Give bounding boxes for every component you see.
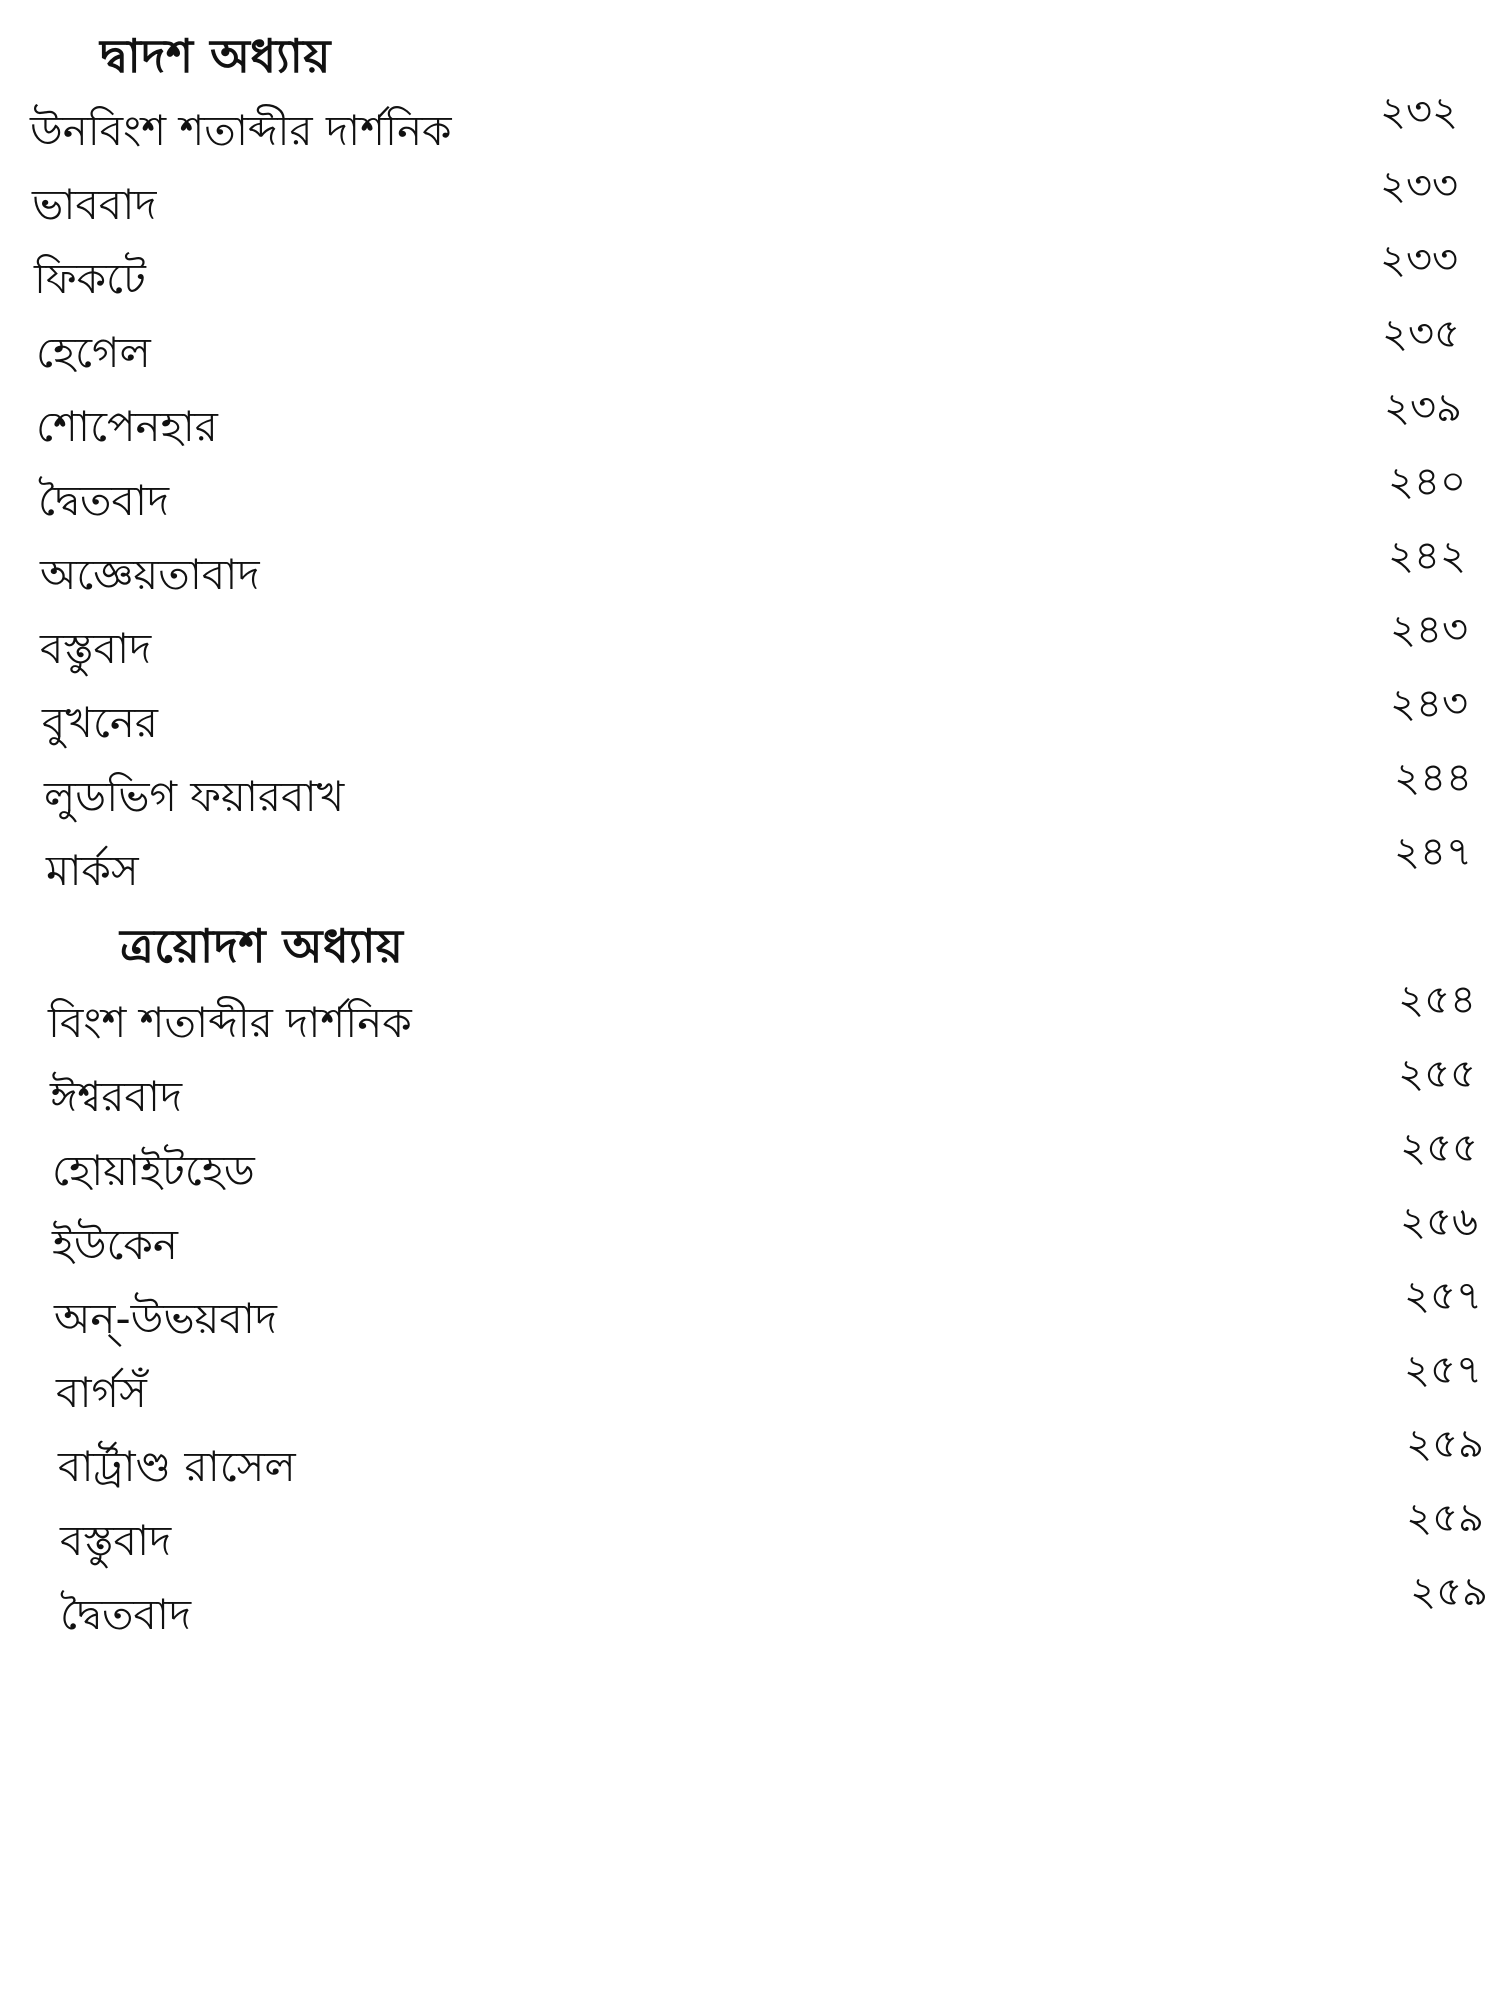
toc-entry-label: বস্তুবাদ <box>60 1516 172 1565</box>
toc-entry-label: শোপেনহার <box>36 402 218 451</box>
toc-entry-page: ২৩৫ <box>1382 311 1460 357</box>
toc-entry-page: ২৫৯ <box>1406 1421 1484 1467</box>
toc-entry-label: দ্বৈতবাদ <box>38 476 170 525</box>
chapter-heading: দ্বাদশ অধ্যায় <box>100 29 331 83</box>
toc-entry-label: ঈশ্বরবাদ <box>50 1072 183 1121</box>
toc-entry-page: ২৫৭ <box>1404 1347 1482 1393</box>
toc-entry-label: বুখনের <box>42 698 159 747</box>
toc-entry-label: বার্ট্রাণ্ড রাসেল <box>58 1442 296 1491</box>
toc-entry-label: দ্বৈতবাদ <box>60 1590 192 1639</box>
toc-entry-label: বার্গসঁ <box>56 1368 147 1417</box>
toc-entry-label: মার্কস <box>46 846 139 895</box>
toc-entry-label: লুডভিগ ফয়ারবাখ <box>44 772 345 821</box>
toc-entry-page: ২৫৯ <box>1410 1569 1488 1615</box>
toc-entry-page: ২৪৭ <box>1394 829 1472 875</box>
toc-entry-label: ফিকটে <box>34 254 146 303</box>
toc-entry-page: ২৫৫ <box>1400 1125 1478 1171</box>
toc-entry-label: অজ্ঞেয়তাবাদ <box>40 550 260 599</box>
toc-entry-label: হেগেল <box>36 328 151 377</box>
toc-entry-page: ২৫৬ <box>1400 1199 1478 1245</box>
toc-entry-page: ২৫৪ <box>1398 977 1476 1023</box>
toc-entry-page: ২৫৭ <box>1404 1273 1482 1319</box>
chapter-heading: ত্রয়োদশ অধ্যায় <box>120 919 404 973</box>
toc-entry-label: অন্-উভয়বাদ <box>54 1294 277 1343</box>
toc-entry-page: ২৪০ <box>1388 459 1466 505</box>
toc-entry-label: বস্তুবাদ <box>40 624 152 673</box>
toc-entry-page: ২৩৩ <box>1379 237 1458 283</box>
toc-entry-label: ভাববাদ <box>32 180 157 229</box>
toc-entry-page: ২৫৯ <box>1406 1495 1484 1541</box>
toc-entry-page: ২৩২ <box>1379 89 1458 135</box>
toc-entry-page: ২৩৯ <box>1384 385 1462 431</box>
toc-entry-page: ২৪৪ <box>1394 755 1472 801</box>
toc-entry-label: উনবিংশ শতাব্দীর দার্শনিক <box>30 106 452 155</box>
toc-entry-label: ইউকেন <box>52 1220 178 1269</box>
toc-entry-page: ২৩৩ <box>1379 163 1458 209</box>
toc-entry-page: ২৫৫ <box>1398 1051 1476 1097</box>
toc-entry-label: হোয়াইটহেড <box>52 1146 255 1195</box>
toc-entry-page: ২৪৩ <box>1390 681 1468 727</box>
toc-entry-page: ২৪২ <box>1388 533 1466 579</box>
toc-entry-label: বিংশ শতাব্দীর দার্শনিক <box>48 998 412 1047</box>
toc-entry-page: ২৪৩ <box>1390 607 1468 653</box>
